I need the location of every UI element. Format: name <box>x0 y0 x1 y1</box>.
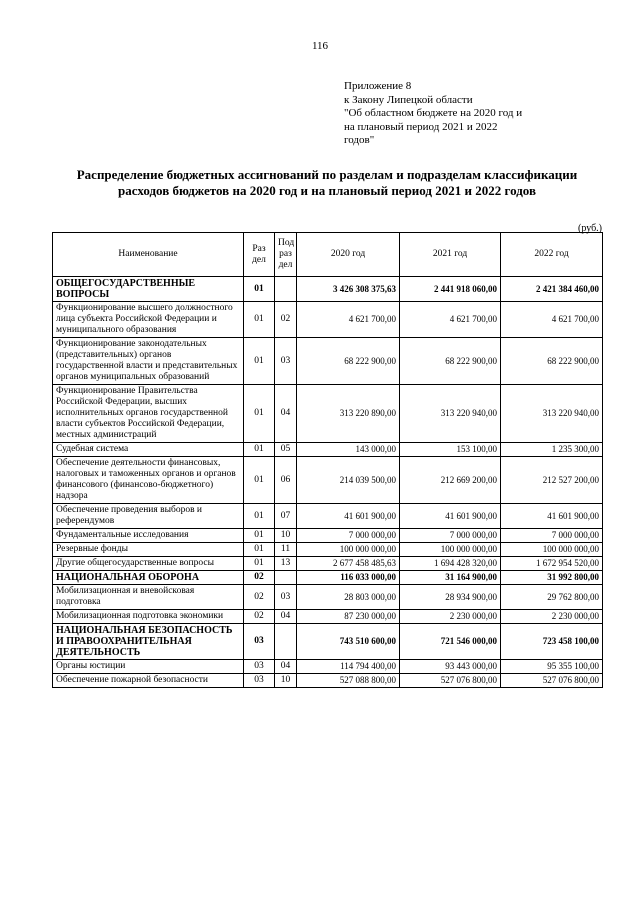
row-value-2020: 4 621 700,00 <box>297 302 400 338</box>
row-value-2022: 313 220 940,00 <box>501 385 603 443</box>
row-value-2021: 1 694 428 320,00 <box>400 557 501 571</box>
table-row <box>53 504 603 529</box>
row-name: Функционирование высшего должностного лица субъекта Российской Федерации и муниципального образования <box>53 302 244 338</box>
row-value-2020: 313 220 890,00 <box>297 385 400 443</box>
row-subsection: 04 <box>275 385 297 443</box>
row-name: Обеспечение проведения выборов и референдумов <box>53 504 244 529</box>
row-value-2020: 28 803 000,00 <box>297 585 400 610</box>
row-section: 03 <box>244 624 275 660</box>
page-number: 116 <box>311 40 329 52</box>
row-section: 01 <box>244 543 275 557</box>
row-subsection <box>275 624 297 660</box>
header-2020: 2020 год <box>297 233 400 277</box>
row-subsection: 02 <box>275 302 297 338</box>
row-value-2021: 2 441 918 060,00 <box>400 277 501 302</box>
row-subsection: 03 <box>275 585 297 610</box>
row-value-2022: 527 076 800,00 <box>501 674 603 688</box>
row-value-2021: 2 230 000,00 <box>400 610 501 624</box>
row-subsection <box>275 571 297 585</box>
row-subsection: 10 <box>275 674 297 688</box>
header-name: Наименование <box>53 233 244 277</box>
unit-label: (руб.) <box>578 223 602 234</box>
row-value-2021: 31 164 900,00 <box>400 571 501 585</box>
row-name: НАЦИОНАЛЬНАЯ ОБОРОНА <box>53 571 244 585</box>
row-value-2020: 527 088 800,00 <box>297 674 400 688</box>
row-section: 01 <box>244 557 275 571</box>
table-header-row <box>53 233 603 277</box>
header-section: Раз дел <box>244 233 275 277</box>
row-name: Обеспечение пожарной безопасности <box>53 674 244 688</box>
row-value-2021: 153 100,00 <box>400 443 501 457</box>
row-value-2022: 1 672 954 520,00 <box>501 557 603 571</box>
row-subsection: 05 <box>275 443 297 457</box>
row-subsection: 07 <box>275 504 297 529</box>
row-section: 01 <box>244 529 275 543</box>
row-name: Фундаментальные исследования <box>53 529 244 543</box>
row-value-2022: 29 762 800,00 <box>501 585 603 610</box>
row-section: 01 <box>244 338 275 385</box>
table-row <box>53 557 603 571</box>
table-row <box>53 674 603 688</box>
document-title: Распределение бюджетных ассигнований по разделам и подразделам классификации расходов бюджетов на 2020 год и на плановый период 2021 и 2022 годов <box>76 167 578 198</box>
header-2021: 2021 год <box>400 233 501 277</box>
row-value-2020: 114 794 400,00 <box>297 660 400 674</box>
row-name: Резервные фонды <box>53 543 244 557</box>
row-section: 02 <box>244 585 275 610</box>
table-row <box>53 543 603 557</box>
row-subsection: 03 <box>275 338 297 385</box>
header-subsection: Под раз дел <box>275 233 297 277</box>
row-value-2020: 68 222 900,00 <box>297 338 400 385</box>
row-section: 02 <box>244 571 275 585</box>
row-subsection <box>275 277 297 302</box>
row-section: 02 <box>244 610 275 624</box>
row-name: Функционирование Правительства Российской Федерации, высших исполнительных органов государственной власти субъектов Российской Федерации, местных администраций <box>53 385 244 443</box>
row-name: Обеспечение деятельности финансовых, налоговых и таможенных органов и органов финансового (финансово-бюджетного) надзора <box>53 457 244 504</box>
row-value-2021: 721 546 000,00 <box>400 624 501 660</box>
row-value-2020: 2 677 458 485,63 <box>297 557 400 571</box>
row-value-2020: 3 426 308 375,63 <box>297 277 400 302</box>
row-section: 01 <box>244 457 275 504</box>
row-value-2021: 212 669 200,00 <box>400 457 501 504</box>
budget-table <box>52 232 603 688</box>
row-subsection: 11 <box>275 543 297 557</box>
row-value-2022: 2 230 000,00 <box>501 610 603 624</box>
table-row <box>53 457 603 504</box>
row-value-2021: 4 621 700,00 <box>400 302 501 338</box>
row-section: 03 <box>244 674 275 688</box>
row-value-2020: 87 230 000,00 <box>297 610 400 624</box>
row-value-2021: 527 076 800,00 <box>400 674 501 688</box>
row-section: 01 <box>244 504 275 529</box>
table-row <box>53 610 603 624</box>
row-subsection: 04 <box>275 660 297 674</box>
row-value-2021: 68 222 900,00 <box>400 338 501 385</box>
table-row <box>53 571 603 585</box>
table-row <box>53 302 603 338</box>
table-row <box>53 624 603 660</box>
row-value-2021: 93 443 000,00 <box>400 660 501 674</box>
row-name: Мобилизационная подготовка экономики <box>53 610 244 624</box>
row-name: Другие общегосударственные вопросы <box>53 557 244 571</box>
table-row <box>53 443 603 457</box>
row-value-2022: 100 000 000,00 <box>501 543 603 557</box>
row-name: НАЦИОНАЛЬНАЯ БЕЗОПАСНОСТЬ И ПРАВООХРАНИТЕЛЬНАЯ ДЕЯТЕЛЬНОСТЬ <box>53 624 244 660</box>
table-row <box>53 385 603 443</box>
table-row <box>53 529 603 543</box>
row-subsection: 04 <box>275 610 297 624</box>
row-value-2022: 212 527 200,00 <box>501 457 603 504</box>
row-section: 01 <box>244 277 275 302</box>
row-subsection: 06 <box>275 457 297 504</box>
row-value-2022: 4 621 700,00 <box>501 302 603 338</box>
row-value-2022: 31 992 800,00 <box>501 571 603 585</box>
appendix-line: Приложение 8 <box>344 80 412 92</box>
row-value-2021: 28 934 900,00 <box>400 585 501 610</box>
appendix-line: годов" <box>344 134 375 146</box>
row-value-2022: 95 355 100,00 <box>501 660 603 674</box>
appendix-line: "Об областном бюджете на 2020 год и <box>344 107 523 119</box>
row-value-2021: 41 601 900,00 <box>400 504 501 529</box>
row-value-2020: 743 510 600,00 <box>297 624 400 660</box>
table-body <box>53 277 603 688</box>
header-2022: 2022 год <box>501 233 603 277</box>
row-section: 01 <box>244 385 275 443</box>
row-subsection: 10 <box>275 529 297 543</box>
row-value-2022: 723 458 100,00 <box>501 624 603 660</box>
row-value-2020: 100 000 000,00 <box>297 543 400 557</box>
row-value-2021: 313 220 940,00 <box>400 385 501 443</box>
row-value-2022: 1 235 300,00 <box>501 443 603 457</box>
row-value-2022: 2 421 384 460,00 <box>501 277 603 302</box>
row-value-2020: 143 000,00 <box>297 443 400 457</box>
appendix-reference <box>344 80 522 148</box>
row-name: Судебная система <box>53 443 244 457</box>
row-value-2020: 214 039 500,00 <box>297 457 400 504</box>
appendix-line: на плановый период 2021 и 2022 <box>344 120 498 133</box>
row-value-2020: 116 033 000,00 <box>297 571 400 585</box>
row-value-2020: 7 000 000,00 <box>297 529 400 543</box>
table-row <box>53 585 603 610</box>
row-section: 01 <box>244 302 275 338</box>
row-value-2022: 7 000 000,00 <box>501 529 603 543</box>
row-value-2020: 41 601 900,00 <box>297 504 400 529</box>
row-subsection: 13 <box>275 557 297 571</box>
row-section: 03 <box>244 660 275 674</box>
table-row <box>53 660 603 674</box>
appendix-line: к Закону Липецкой области <box>344 93 473 106</box>
row-name: Функционирование законодательных (представительных) органов государственной власти и представительных органов муниципальных образований <box>53 338 244 385</box>
row-name: Мобилизационная и вневойсковая подготовка <box>53 585 244 610</box>
row-value-2021: 7 000 000,00 <box>400 529 501 543</box>
row-section: 01 <box>244 443 275 457</box>
table-row <box>53 338 603 385</box>
row-value-2022: 41 601 900,00 <box>501 504 603 529</box>
row-name: Органы юстиции <box>53 660 244 674</box>
row-value-2021: 100 000 000,00 <box>400 543 501 557</box>
row-name: ОБЩЕГОСУДАРСТВЕННЫЕ ВОПРОСЫ <box>53 277 244 302</box>
row-value-2022: 68 222 900,00 <box>501 338 603 385</box>
table-row <box>53 277 603 302</box>
